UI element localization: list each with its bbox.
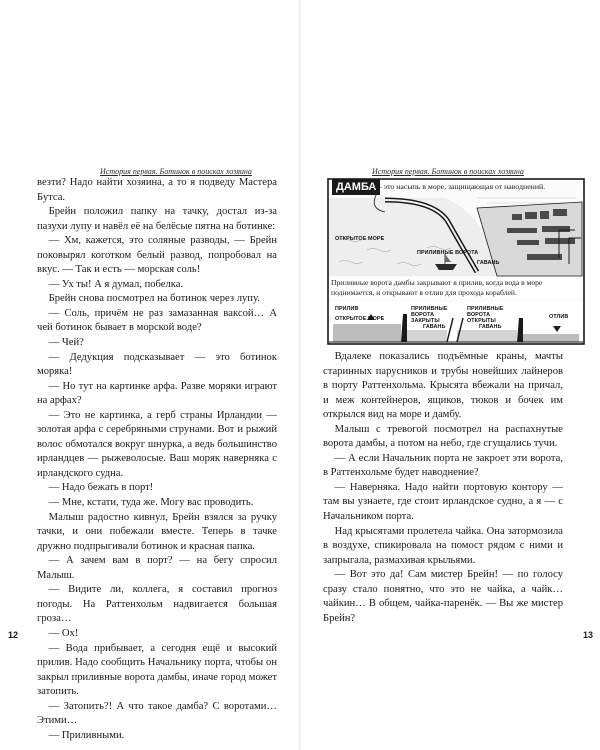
label-harbor-2: ГАВАНЬ: [423, 324, 446, 330]
label-gates-closed: ПРИЛИВНЫЕ ВОРОТА ЗАКРЫТЫ: [411, 306, 448, 324]
page-number-right: 13: [583, 630, 594, 640]
paragraph: — Вот это да! Сам мистер Брейн! — по голосу сразу стало понятно, что это не чайка, а чайк… чайкин… В общем, чайка-паренёк. — Вы же мистер Брейн?: [323, 569, 563, 624]
illustration-caption: Приливные ворота дамбы закрывают в прилив, когда вода в море поднимается, и открывают в отлив для прохода кораблей.: [331, 278, 579, 298]
right-page-text: [323, 350, 563, 626]
label-open-sea: ОТКРЫТОЕ МОРЕ: [335, 236, 385, 242]
dam-illustration: [327, 178, 585, 346]
left-page-text: [37, 176, 277, 743]
paragraph: — Ох!: [48, 627, 79, 639]
paragraph: Брейн снова посмотрел на ботинок через лупу.: [48, 293, 260, 305]
paragraph: — Чей?: [48, 337, 84, 349]
flood-water: [333, 324, 401, 342]
paragraph: — Ух ты! А я думал, побелка.: [48, 278, 184, 290]
right-page: [300, 0, 600, 750]
paragraph: Малыш радостно кивнул, Брейн взялся за ручку тачки, и они побежали вместе. Теперь в тачке дружно подпрыгивали ботинок и красная папка.: [37, 511, 277, 552]
paragraph: — Дедукция подсказывает — это ботинок моряка!: [37, 351, 277, 378]
paragraph: — Соль, причём не раз замазанная ваксой… А чей ботинок бывает в морской воде?: [37, 307, 277, 334]
right-running-head: История первая. Ботинок в поисках хозяина: [372, 167, 524, 176]
paragraph: — Затопить?! А что такое дамба? С воротами… Этими…: [37, 700, 277, 727]
harbor-water-2: [457, 330, 517, 342]
label-ebb-tide: ОТЛИВ: [549, 314, 569, 320]
paragraph: — Хм, кажется, это соляные разводы, — Брейн поковырял коготком белый развод, попробовал на вкус. — Так и есть — морская соль!: [37, 235, 277, 276]
paragraph: — Но тут на картинке арфа. Разве моряки играют на арфах?: [37, 380, 277, 407]
paragraph: — А если Начальник порта не закроет эти ворота, в Раттенхольме будет наводнение?: [323, 452, 563, 479]
left-running-head: История первая. Ботинок в поисках хозяина: [100, 167, 252, 176]
paragraph: — Видите ли, коллега, я составил прогноз погоды. На Раттенхольм надвигается большая гроза…: [37, 584, 277, 625]
paragraph: — Мне, кстати, туда же. Могу вас проводить.: [48, 497, 254, 509]
paragraph: — Приливными.: [48, 729, 125, 741]
harbor-water-1: [407, 330, 447, 342]
illustration-definition: — это насыпь в море, защищающая от наводнений.: [374, 182, 546, 191]
label-harbor-3: ГАВАНЬ: [479, 324, 502, 330]
ebb-water: [523, 334, 579, 342]
paragraph: Вдалеке показались подъёмные краны, мачты старинных парусников и трубы новейших лайнеров в порту Раттенхольма. Крысята вбежали на причал, и меж контейнеров, ящиков, тюков и бочек им открылся вид на море и дамбу.: [323, 351, 563, 421]
paragraph: — Надо бежать в порт!: [48, 482, 154, 494]
label-flood-tide: ПРИЛИВ: [335, 306, 359, 312]
label-open-sea-2: ОТКРЫТОЕ МОРЕ: [335, 316, 385, 322]
paragraph: — Наверняка. Надо найти портовую контору — там вы узнаете, где стоит ирландское судно, а я — с Начальником порта.: [323, 481, 563, 523]
paragraph: — Вода прибывает, а сегодня ещё и высокий прилив. Надо сообщить Начальнику порта, чтобы он закрыл приливные ворота дамбы, иначе город может затопить.: [37, 642, 277, 698]
page-number-left: 12: [8, 630, 19, 640]
paragraph: Малыш с тревогой посмотрел на распахнутые ворота дамбы, а потом на небо, где сгущались тучи.: [323, 423, 563, 450]
paragraph: везти? Надо найти хозяина, а то я подведу Мастера Бутса.: [37, 177, 277, 203]
paragraph: Брейн положил папку на тачку, достал из-за пазухи лупу и навёл её на белёсые пятна на ботинке:: [37, 206, 277, 232]
label-harbor: ГАВАНЬ: [477, 260, 500, 266]
illustration-title: ДАМБА: [332, 179, 380, 195]
paragraph: — А зачем вам в порт? — на бегу спросил Малыш.: [37, 555, 277, 581]
paragraph: Над крысятами пролетела чайка. Она затормозила в воздухе, спикировала на помост рядом с ними и запрыгала, размахивая крыльями.: [323, 525, 563, 566]
label-tidal-gates: ПРИЛИВНЫЕ ВОРОТА: [417, 250, 479, 256]
paragraph: — Это не картинка, а герб страны Ирландии — золотая арфа с серебряными струнами. Вот и рыжий волос обмотался вокруг шнурка, а ведь большинство ирландцев — рыжеволосые. Ваш моряк наверняка с ирландского судна.: [37, 409, 277, 479]
label-gates-open: ПРИЛИВНЫЕ ВОРОТА ОТКРЫТЫ: [467, 306, 504, 324]
